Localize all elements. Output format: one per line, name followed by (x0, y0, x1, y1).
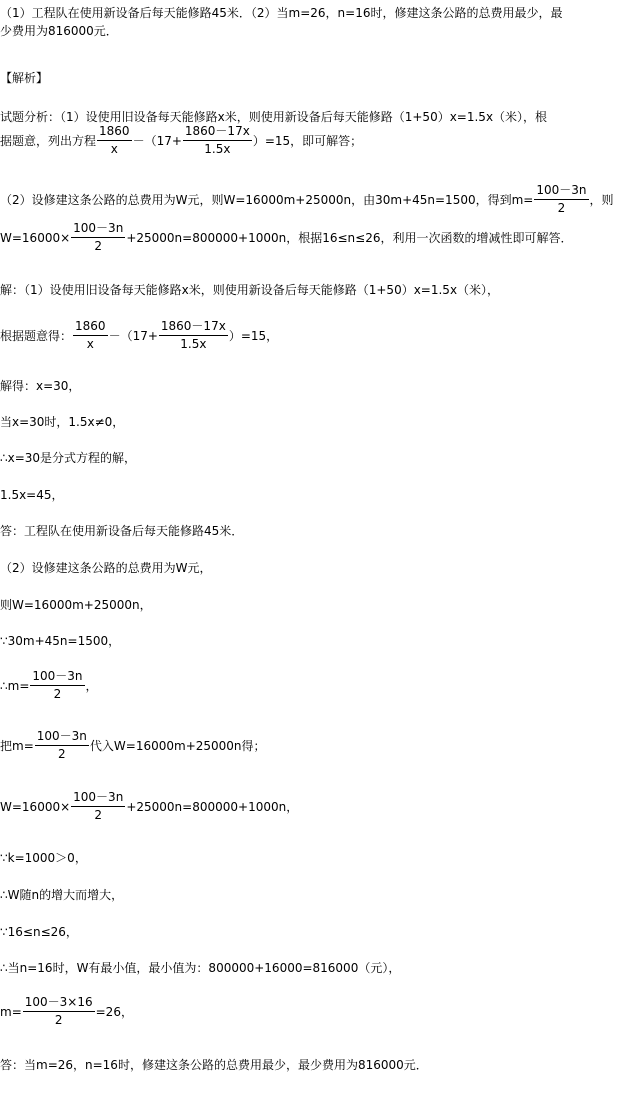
numerator: 1860 (99, 124, 130, 138)
fraction (183, 124, 252, 157)
denominator: x (73, 335, 108, 352)
solution-equation-line (0, 319, 278, 352)
numerator: 1860－17x (160, 319, 226, 333)
numerator: 100－3n (73, 790, 124, 804)
fraction (35, 729, 89, 762)
fraction (71, 221, 125, 254)
solution-line-11 (0, 669, 98, 702)
solution-line-8: （2）设修建这条公路的总费用为W元， (0, 561, 212, 575)
analysis-line-2 (0, 183, 614, 216)
text: ∴m= (0, 678, 30, 693)
text: +25000n=800000+1000n， (126, 800, 299, 814)
solution-line-14: ∵k=1000＞0， (0, 851, 87, 865)
fraction (71, 790, 125, 823)
analysis-line-3 (0, 221, 572, 254)
denominator: 2 (35, 745, 89, 762)
analysis-line-1: 试题分析：（1）设使用旧设备每天能修路x米，则使用新设备后每天能修路（1+50）x=1.5x（米），根 (0, 110, 548, 124)
fraction (159, 319, 228, 352)
analysis-equation-line (0, 124, 362, 157)
text: 据题意，列出方程 (0, 134, 97, 148)
denominator: 2 (534, 199, 588, 216)
answer-summary-line-2: 少费用为816000元． (0, 24, 118, 38)
fraction (30, 669, 84, 702)
text: =26， (95, 1005, 133, 1019)
denominator: 1.5x (159, 335, 228, 352)
fraction (97, 124, 132, 157)
solution-line-18 (0, 995, 133, 1028)
section-header: 【解析】 (0, 71, 49, 85)
solution-line-12 (0, 729, 266, 762)
text: 代入W=16000m+25000n得； (89, 739, 266, 753)
solution-line-9: 则W=16000m+25000n， (0, 598, 152, 612)
solution-line-3: 解得：x=30， (0, 379, 81, 393)
solution-line-15: ∴W随n的增大而增大， (0, 888, 124, 902)
numerator: 1860－17x (184, 124, 250, 138)
denominator: 2 (23, 1011, 95, 1028)
solution-line-5: ∴x=30是分式方程的解， (0, 451, 137, 465)
solution-line-1: 解：（1）设使用旧设备每天能修路x米，则使用新设备后每天能修路（1+50）x=1.5x（米）， (0, 283, 500, 297)
numerator: 100－3n (73, 221, 124, 235)
fraction (73, 319, 108, 352)
solution-line-6: 1.5x=45， (0, 488, 64, 502)
text: 把m= (0, 739, 34, 753)
text: +25000n=800000+1000n，根据16≤n≤26，利用一次函数的增减性即可解答． (126, 231, 573, 245)
denominator: 2 (30, 685, 84, 702)
text: －（17+ (132, 134, 182, 148)
fraction (23, 995, 95, 1028)
text: ， (85, 679, 98, 693)
numerator: 100－3n (36, 729, 87, 743)
denominator: 1.5x (183, 140, 252, 157)
fraction (534, 183, 588, 216)
text: m= (0, 1004, 22, 1019)
solution-line-7: 答：工程队在使用新设备后每天能修路45米． (0, 524, 244, 538)
text: ）=15，即可解答； (252, 134, 363, 148)
text: ，则 (589, 193, 614, 207)
solution-line-17: ∴当n=16时，W有最小值，最小值为：800000+16000=816000（元）， (0, 961, 401, 975)
solution-final-answer: 答：当m=26，n=16时，修建这条公路的总费用最少，最少费用为816000元． (0, 1058, 428, 1072)
numerator: 100－3n (32, 669, 83, 683)
solution-line-10: ∵30m+45n=1500， (0, 634, 121, 648)
denominator: x (97, 140, 132, 157)
solution-line-4: 当x=30时，1.5x≠0， (0, 415, 125, 429)
text: ）=15， (228, 329, 279, 343)
numerator: 100－3n (536, 183, 587, 197)
numerator: 1860 (75, 319, 106, 333)
denominator: 2 (71, 806, 125, 823)
text: 根据题意得： (0, 329, 73, 343)
solution-line-16: ∵16≤n≤26， (0, 925, 78, 939)
text: （2）设修建这条公路的总费用为W元，则W=16000m+25000n，由30m+45n=1500，得到m= (0, 193, 534, 207)
text: W=16000× (0, 799, 71, 814)
solution-line-13 (0, 790, 298, 823)
answer-summary-line-1: （1）工程队在使用新设备后每天能修路45米．（2）当m=26，n=16时，修建这条公路的总费用最少，最 (0, 6, 563, 20)
text: －（17+ (108, 329, 158, 343)
text: W=16000× (0, 230, 71, 245)
denominator: 2 (71, 237, 125, 254)
numerator: 100－3×16 (24, 995, 93, 1009)
